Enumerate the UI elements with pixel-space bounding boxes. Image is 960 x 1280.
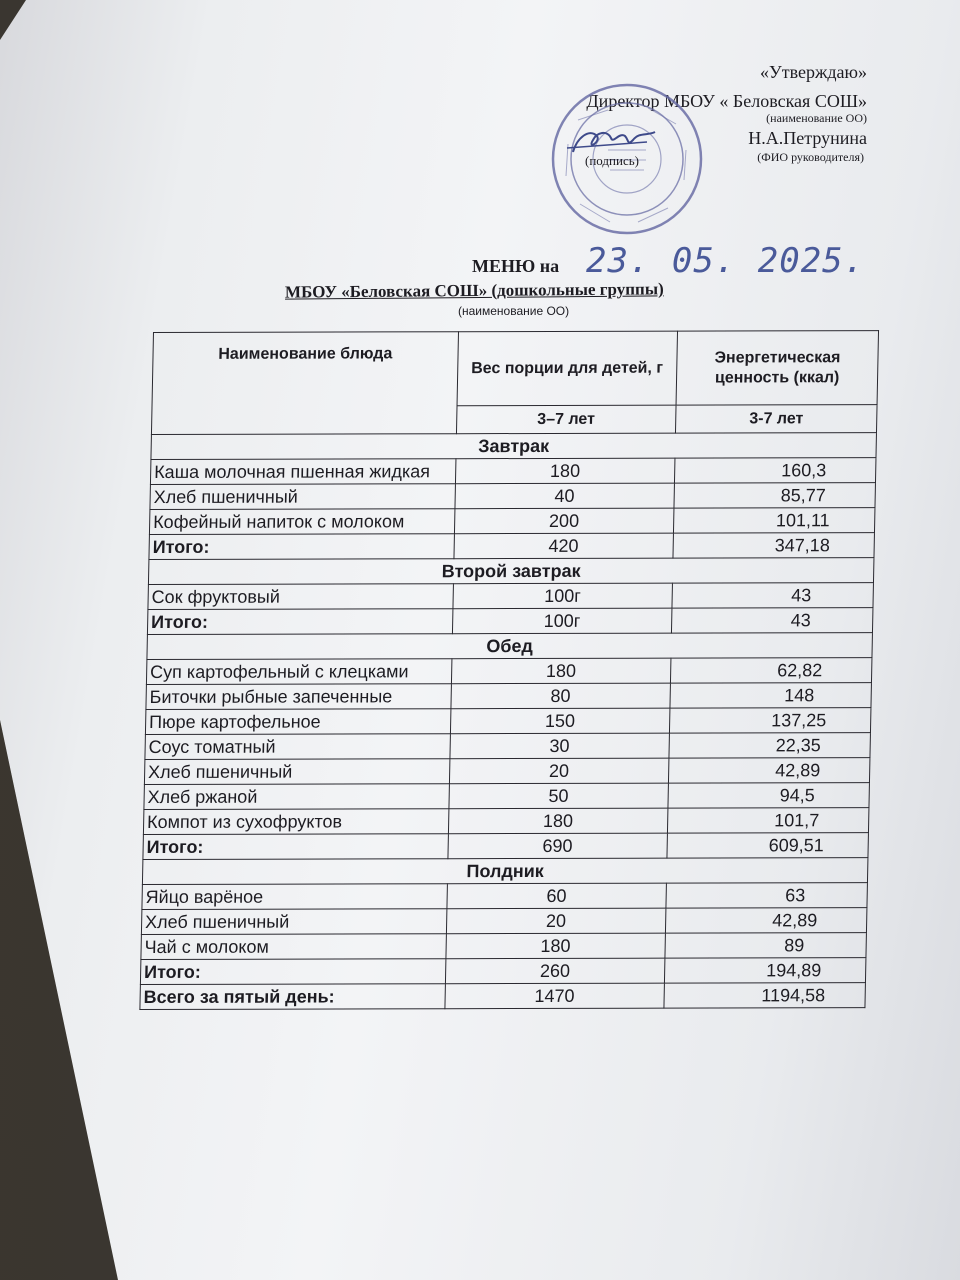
section-title: Полдник bbox=[142, 858, 868, 885]
dish-energy: 62,82 bbox=[671, 658, 872, 684]
approval-heading bbox=[760, 62, 867, 83]
dish-weight: 50 bbox=[448, 783, 668, 809]
dish-weight: 40 bbox=[455, 483, 675, 509]
dish-name: Хлеб пшеничный bbox=[144, 759, 449, 785]
total-row bbox=[149, 533, 875, 560]
total-weight: 100г bbox=[452, 608, 672, 634]
total-energy: 194,89 bbox=[665, 958, 866, 984]
section-title: Обед bbox=[147, 633, 873, 660]
dish-name: Суп картофельный с клецками bbox=[146, 659, 451, 685]
approval-org-caption-wrap bbox=[766, 111, 867, 125]
handwritten-date-text: 23. 05. 2025. bbox=[586, 241, 866, 281]
header-dish-name: Наименование блюда bbox=[151, 332, 458, 435]
total-weight: 420 bbox=[453, 533, 673, 559]
header-energy-age: 3-7 лет bbox=[676, 405, 877, 434]
dish-weight: 20 bbox=[449, 758, 669, 784]
table-header-row bbox=[152, 331, 879, 407]
approval-name-wrap bbox=[748, 128, 867, 149]
table-row bbox=[145, 708, 871, 735]
grand-total-label: Всего за пятый день: bbox=[140, 984, 445, 1010]
dish-name: Хлеб пшеничный bbox=[150, 484, 455, 510]
dish-name: Хлеб пшеничный bbox=[141, 909, 446, 935]
dish-name: Кофейный напиток с молоком bbox=[149, 509, 454, 535]
dish-weight: 30 bbox=[449, 733, 669, 759]
dish-name: Пюре картофельное bbox=[145, 709, 450, 735]
table-row bbox=[141, 908, 867, 935]
total-energy: 43 bbox=[672, 608, 873, 634]
dish-weight: 180 bbox=[455, 458, 675, 484]
dish-energy: 22,35 bbox=[669, 733, 870, 759]
total-row bbox=[147, 608, 873, 635]
approval-name-caption-wrap bbox=[757, 150, 864, 164]
table-row bbox=[142, 883, 868, 910]
dish-energy: 94,5 bbox=[668, 783, 869, 809]
total-weight: 260 bbox=[445, 958, 665, 984]
table-row bbox=[143, 808, 869, 835]
approval-title: «Утверждаю» bbox=[759, 62, 867, 82]
dish-energy: 43 bbox=[672, 583, 873, 609]
dish-energy: 85,77 bbox=[674, 483, 875, 509]
dish-weight: 80 bbox=[450, 683, 670, 709]
dish-energy: 101,7 bbox=[668, 808, 869, 834]
table-row bbox=[150, 483, 876, 510]
total-label: Итого: bbox=[140, 959, 445, 985]
section-row bbox=[142, 858, 868, 885]
table-row bbox=[148, 583, 874, 610]
section-title: Завтрак bbox=[151, 433, 877, 460]
total-energy: 347,18 bbox=[673, 533, 874, 559]
dish-name: Каша молочная пшенная жидкая bbox=[150, 459, 455, 485]
dish-weight: 180 bbox=[451, 658, 671, 684]
approval-org-caption: (наименование ОО) bbox=[766, 111, 867, 125]
total-row bbox=[140, 958, 866, 985]
table-row bbox=[144, 783, 870, 810]
table-row bbox=[145, 733, 871, 760]
dish-name: Соус томатный bbox=[145, 734, 450, 760]
dish-energy: 160,3 bbox=[675, 458, 876, 484]
organization-caption: (наименование ОО) bbox=[458, 304, 570, 318]
table-row bbox=[149, 508, 875, 535]
dish-name: Сок фруктовый bbox=[148, 584, 453, 610]
dish-name: Биточки рыбные запеченные bbox=[146, 684, 451, 710]
table-row bbox=[146, 658, 872, 685]
dish-weight: 180 bbox=[448, 808, 668, 834]
grand-total-energy: 1194,58 bbox=[664, 983, 865, 1009]
dish-weight: 20 bbox=[446, 908, 666, 934]
total-label: Итого: bbox=[149, 534, 454, 560]
dish-weight: 60 bbox=[446, 883, 666, 909]
dish-weight: 200 bbox=[454, 508, 674, 534]
table-row bbox=[144, 758, 870, 785]
section-row bbox=[151, 433, 877, 460]
dish-energy: 63 bbox=[666, 883, 867, 909]
dish-name: Чай с молоком bbox=[141, 934, 446, 960]
total-label: Итого: bbox=[147, 609, 452, 635]
section-title: Второй завтрак bbox=[148, 558, 874, 585]
dish-energy: 101,11 bbox=[674, 508, 875, 534]
dish-energy: 89 bbox=[665, 933, 866, 959]
dish-energy: 42,89 bbox=[666, 908, 867, 934]
grand-total-weight: 1470 bbox=[444, 983, 664, 1009]
table-row bbox=[141, 933, 867, 960]
dish-weight: 100г bbox=[452, 583, 672, 609]
approval-director-name: Н.А.Петрунина bbox=[748, 128, 867, 148]
signature-caption: (подпись) bbox=[585, 153, 639, 168]
approval-director-line: Директор МБОУ « Беловская СОШ» bbox=[586, 91, 867, 111]
dish-energy: 148 bbox=[670, 683, 871, 709]
total-energy: 609,51 bbox=[667, 833, 868, 859]
header-weight: Вес порции для детей, г bbox=[457, 331, 678, 406]
dish-energy: 42,89 bbox=[669, 758, 870, 784]
organization-title: МБОУ «Беловская СОШ» (дошкольные группы) bbox=[284, 279, 664, 302]
dish-name: Яйцо варёное bbox=[142, 884, 447, 910]
menu-table bbox=[139, 330, 879, 1010]
dish-energy: 137,25 bbox=[670, 708, 871, 734]
dish-name: Хлеб ржаной bbox=[144, 784, 449, 810]
approval-name-caption: (ФИО руководителя) bbox=[757, 150, 864, 164]
section-row bbox=[148, 558, 874, 585]
total-label: Итого: bbox=[143, 834, 448, 860]
menu-title: МЕНЮ на bbox=[472, 256, 560, 276]
handwritten-date bbox=[584, 236, 866, 284]
table-row bbox=[146, 683, 872, 710]
menu-table-body bbox=[140, 433, 877, 1010]
dish-weight: 150 bbox=[450, 708, 670, 734]
dish-name: Компот из сухофруктов bbox=[143, 809, 448, 835]
grand-total-row bbox=[140, 983, 866, 1010]
header-energy: Энергетическая ценность (ккал) bbox=[676, 331, 878, 406]
total-row bbox=[143, 833, 869, 860]
total-weight: 690 bbox=[447, 833, 667, 859]
section-row bbox=[147, 633, 873, 660]
table-row bbox=[150, 458, 876, 485]
header-weight-age: 3–7 лет bbox=[456, 405, 676, 434]
dish-weight: 180 bbox=[445, 933, 665, 959]
